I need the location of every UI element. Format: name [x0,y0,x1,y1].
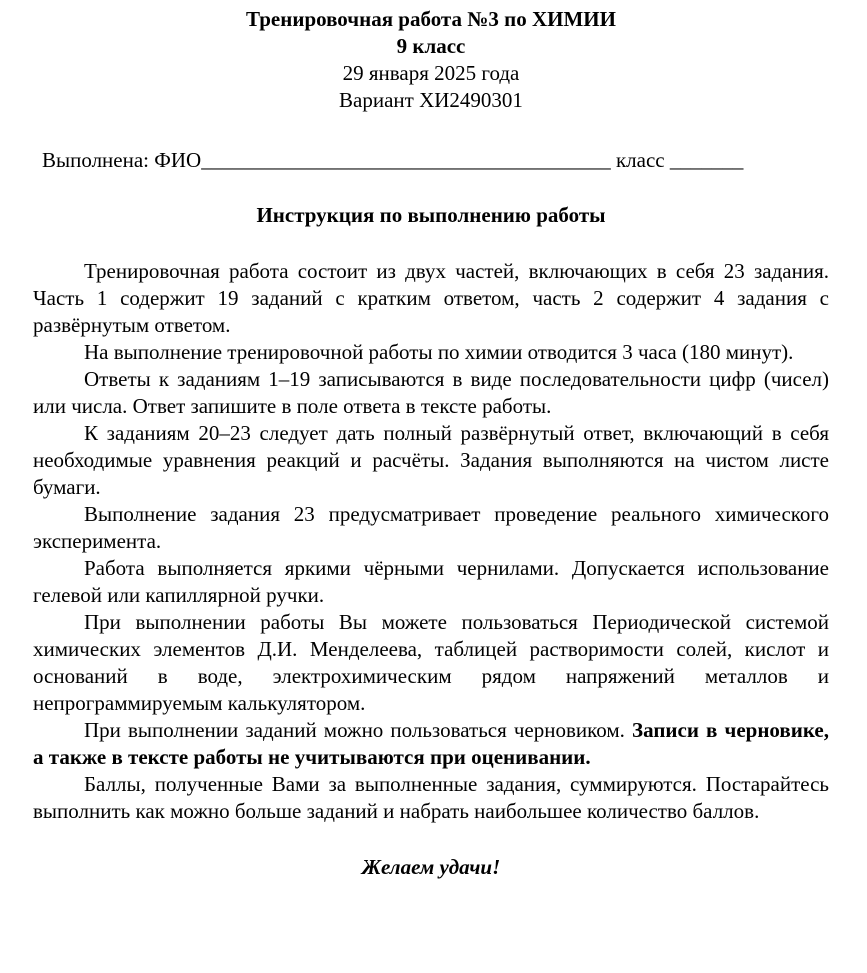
paragraph: Баллы, полученные Вами за выполненные задания, суммируются. Постарайтесь выполнить как можно больше заданий и набрать наибольшее количество баллов. [33,772,829,823]
student-fill-line [33,147,829,174]
good-luck: Желаем удачи! [361,855,501,879]
done-label: Выполнена: ФИО [42,148,202,172]
draft-bold-note: Записи в черновике, а также в тексте работы не учитываются при оценивании. [33,718,829,769]
paragraph-draft [33,717,829,771]
class-blank: _______ [669,148,744,172]
paragraph: На выполнение тренировочной работы по химии отводится 3 часа (180 минут). [84,340,794,364]
instructions-heading: Инструкция по выполнению работы [256,203,606,227]
draft-text: При выполнении заданий можно пользоваться черновиком. [84,718,633,742]
instructions-body [33,258,829,825]
paragraph: Ответы к заданиям 1–19 записываются в виде последовательности цифр (чисел) или числа. Ответ запишите в поле ответа в тексте работы. [33,367,829,418]
paragraph: К заданиям 20–23 следует дать полный развёрнутый ответ, включающий в себя необходимые уравнения реакций и расчёты. Задания выполняются на чистом листе бумаги. [33,421,829,499]
paragraph: Тренировочная работа состоит из двух частей, включающих в себя 23 задания. Часть 1 содержит 19 заданий с кратким ответом, часть 2 содержит 4 задания с развёрнутым ответом. [33,259,829,337]
date: 29 января 2025 года [342,61,520,85]
variant: Вариант ХИ2490301 [339,88,523,112]
paragraph: При выполнении работы Вы можете пользоваться Периодической системой химических элементов Д.И. Менделеева, таблицей растворимости солей, кислот и оснований в воде, электрохимическим рядом напряжений металлов и непрограммируемым калькулятором. [33,610,829,715]
paragraph: Работа выполняется яркими чёрными чернилами. Допускается использование гелевой или капиллярной ручки. [33,556,829,607]
class-label: класс [615,148,665,172]
document-title: Тренировочная работа №3 по ХИМИИ [246,7,616,31]
name-blank: _______________________________________ [201,148,611,172]
paragraph: Выполнение задания 23 предусматривает проведение реального химического эксперимента. [33,502,829,553]
grade: 9 класс [396,34,466,58]
